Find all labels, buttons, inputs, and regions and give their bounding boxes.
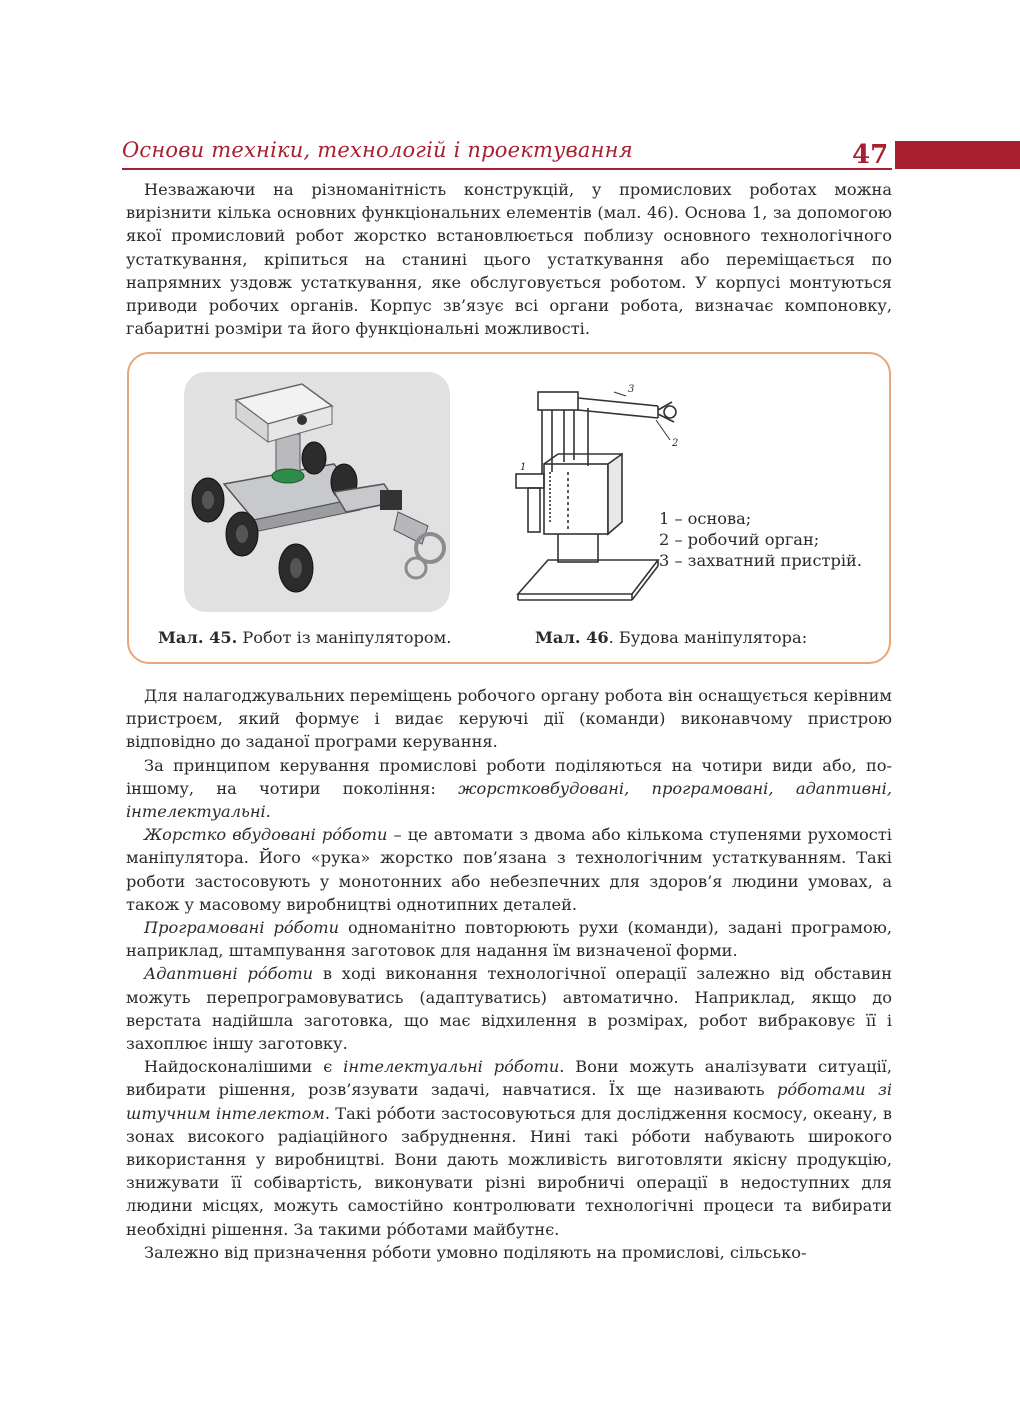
paragraph: Залежно від призначення ро́боти умовно поділяють на промислові, сільсько- xyxy=(144,1242,807,1262)
legend-item-working-organ: 2 – робочий орган; xyxy=(659,530,820,549)
figure-45-label: Мал. 45. xyxy=(158,628,238,647)
paragraph: За принципом керування промислові роботи поділяються на чотири види або, по-іншому, на чотири покоління: жорстковбудовані, програмовані, адаптивні, інтелектуальні. xyxy=(126,755,892,822)
figure-45-caption xyxy=(158,628,451,647)
header-accent-bar xyxy=(895,141,1020,169)
callout-2: 2 xyxy=(672,438,679,449)
intro-paragraph xyxy=(126,178,892,340)
figure-46-caption-text: . Будова маніпулятора: xyxy=(608,628,808,647)
figure-45-caption-text: Робот із маніпулятором. xyxy=(237,628,452,647)
body-text xyxy=(126,684,892,1264)
robot-illustration xyxy=(184,372,450,612)
legend-item-gripper: 3 – захватний пристрій. xyxy=(659,551,862,570)
paragraph: Програмовані ро́боти одноманітно повторюють рухи (команди), задані програмою, наприклад, штампування заготовок для надання їм визначеної форми. xyxy=(126,918,892,961)
figure-46-caption xyxy=(535,628,807,647)
page-number: 47 xyxy=(852,140,889,170)
diagram-legend xyxy=(659,508,862,571)
callout-3: 3 xyxy=(628,384,635,395)
paragraph: Жорстко вбудовані ро́боти – це автомати з двома або кількома ступенями рухомості маніпулятора. Його «рука» жорстко пов’язана з технологічним устаткуванням. Такі роботи застосовують у монотонних або небезпечних для здоров’я людини умовах, а також у масовому виробництві однотипних деталей. xyxy=(126,825,892,914)
header-title: Основи техніки, технологій і проектування xyxy=(122,138,633,162)
intro-text: Незважаючи на різноманітність конструкцій, у промислових роботах можна вирізнити кілька основних функціональних елементів (мал. 46). Основа 1, за допомогою якої промисловий робот жорстко встановлюється поблизу основного технологічного устаткування, кріпиться на станині цього устаткування або переміщається по напрямних уздовж устаткування, яке обслуговується роботом. У корпусі монтуються приводи робочих органів. Корпус зв’язує всі органи робота, визначає компоновку, габаритні розміри та його функціональні можливості. xyxy=(126,180,892,339)
callout-1: 1 xyxy=(520,462,527,473)
manipulator-diagram xyxy=(508,382,708,612)
paragraph: Для налагоджувальних переміщень робочого органу робота він оснащується керівним пристроєм, який формує і видає керуючі дії (команди) виконавчому пристрою відповідно до заданої програми керування. xyxy=(126,686,892,752)
legend-item-base: 1 – основа; xyxy=(659,509,752,528)
paragraph: Адаптивні ро́боти в ході виконання технологічної операції залежно від обставин можуть перепрограмовуватись (адаптуватись) автоматично. Наприклад, якщо до верстата надійшла заготовка, що має відхилення в розмірах, робот вибраковує її і захоплює іншу заготовку. xyxy=(126,964,892,1054)
paragraph: Найдосконалішими є інтелектуальні ро́боти. Вони можуть аналізувати ситуації, вибирати рішення, розв’язувати задачі, навчатися. Їх ще називають ро́ботами зі штучним інтелектом. Такі ро́боти застосовуються для дослідження космосу, океану, в зонах високого радіаційного забруднення. Нині такі ро́боти набувають широкого використання у виробництві. Вони дають можливість виготовляти якісну продукцію, знижувати її собівартість, виконувати різні виробничі операції в недоступних для людини місцях, можуть самостійно контролювати технологічні процеси та вибирати необхідні рішення. За такими ро́ботами майбутнє. xyxy=(126,1057,893,1239)
header-rule xyxy=(122,168,892,170)
robot-photo xyxy=(184,372,450,612)
figure-46-label: Мал. 46 xyxy=(535,628,609,647)
